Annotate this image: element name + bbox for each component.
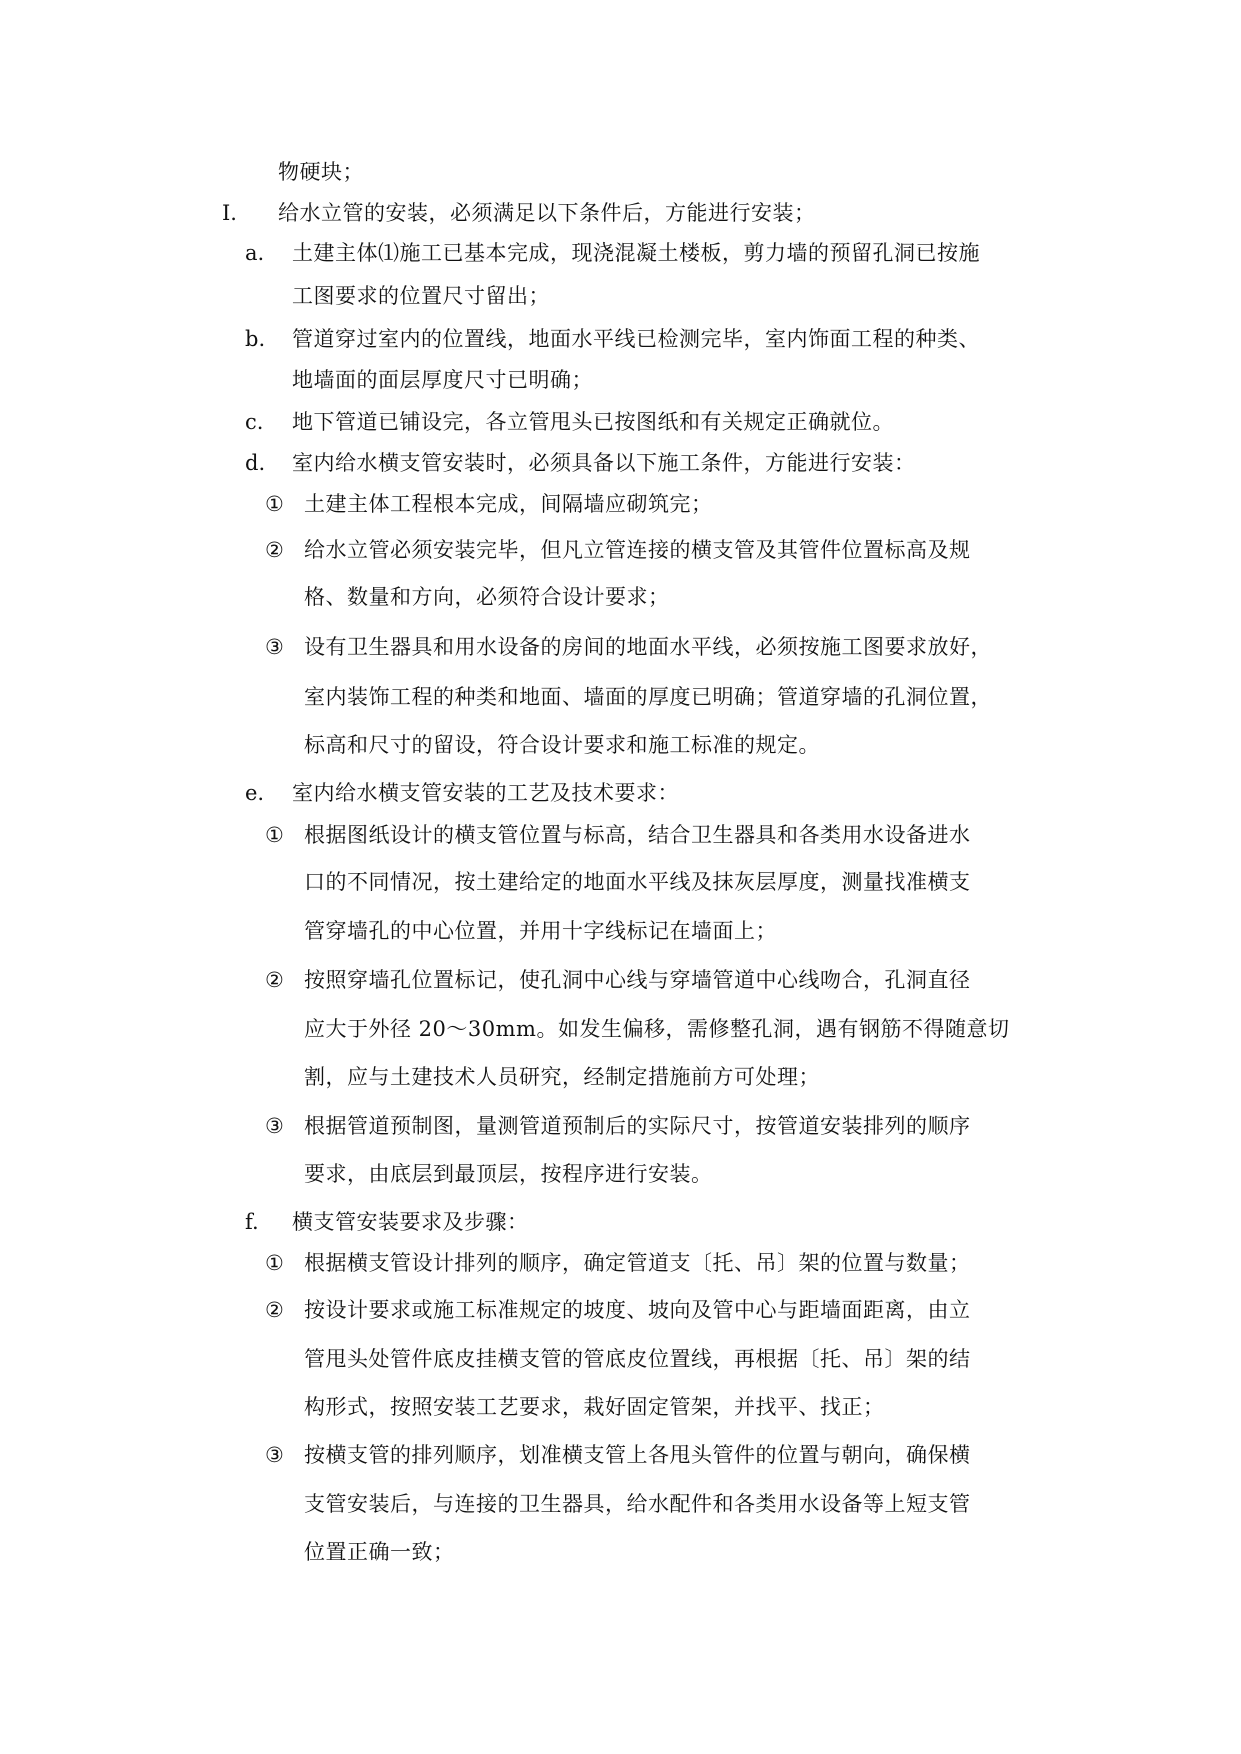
item-e-sub-3-marker: ③: [265, 1114, 284, 1138]
item-d-sub-3-marker: ③: [265, 635, 284, 659]
item-a-line-2: 工图要求的位置尺寸留出；: [292, 284, 550, 308]
item-d-marker: d.: [245, 451, 266, 475]
item-e-marker: e.: [245, 781, 265, 805]
item-b-line-1: 管道穿过室内的位置线，地面水平线已检测完毕，室内饰面工程的种类、: [292, 327, 980, 351]
item-f-line-1: 横支管安装要求及步骤：: [292, 1210, 529, 1234]
item-d-sub-1-marker: ①: [265, 492, 284, 516]
item-f-sub-2-line-1: 按设计要求或施工标准规定的坡度、坡向及管中心与距墙面距离，由立: [304, 1298, 971, 1322]
item-f-sub-1-marker: ①: [265, 1251, 284, 1275]
item-c-line-1: 地下管道已铺设完，各立管甩头已按图纸和有关规定正确就位。: [292, 410, 894, 434]
item-d-sub-2-line-2: 格、数量和方向，必须符合设计要求；: [304, 585, 670, 609]
item-a-marker: a.: [245, 241, 265, 265]
section-I-heading: 给水立管的安装，必须满足以下条件后，方能进行安装；: [278, 201, 816, 225]
item-d-sub-1-line-1: 土建主体工程根本完成，间隔墙应砌筑完；: [304, 492, 713, 516]
item-b-line-2: 地墙面的面层厚度尺寸已明确；: [292, 368, 593, 392]
item-f-marker: f.: [245, 1210, 259, 1234]
continuation-text: 物硬块；: [278, 160, 364, 184]
item-e-sub-2-line-2: 应大于外径 20～30mm。如发生偏移，需修整孔洞，遇有钢筋不得随意切: [304, 1017, 1010, 1041]
item-e-sub-2-line-1: 按照穿墙孔位置标记，使孔洞中心线与穿墙管道中心线吻合，孔洞直径: [304, 968, 971, 992]
item-f-sub-2-line-2: 管甩头处管件底皮挂横支管的管底皮位置线，再根据〔托、吊〕架的结: [304, 1347, 971, 1371]
item-e-sub-2-line-3: 割，应与土建技术人员研究，经制定措施前方可处理；: [304, 1065, 820, 1089]
item-f-sub-2-line-3: 构形式，按照安装工艺要求，栽好固定管架，并找平、找正；: [304, 1395, 885, 1419]
item-d-sub-2-line-1: 给水立管必须安装完毕，但凡立管连接的横支管及其管件位置标高及规: [304, 538, 971, 562]
item-e-sub-1-marker: ①: [265, 823, 284, 847]
item-e-sub-1-line-2: 口的不同情况，按土建给定的地面水平线及抹灰层厚度，测量找准横支: [304, 870, 971, 894]
item-f-sub-2-marker: ②: [265, 1298, 284, 1322]
item-f-sub-3-marker: ③: [265, 1443, 284, 1467]
item-f-sub-3-line-2: 支管安装后，与连接的卫生器具，给水配件和各类用水设备等上短支管: [304, 1492, 971, 1516]
item-f-sub-1-line-1: 根据横支管设计排列的顺序，确定管道支〔托、吊〕架的位置与数量；: [304, 1251, 971, 1275]
item-b-marker: b.: [245, 327, 266, 351]
item-d-sub-2-marker: ②: [265, 538, 284, 562]
item-e-line-1: 室内给水横支管安装的工艺及技术要求：: [292, 781, 679, 805]
item-d-sub-3-line-2: 室内装饰工程的种类和地面、墙面的厚度已明确；管道穿墙的孔洞位置，: [304, 685, 992, 709]
item-d-line-1: 室内给水横支管安装时，必须具备以下施工条件，方能进行安装：: [292, 451, 916, 475]
item-e-sub-1-line-1: 根据图纸设计的横支管位置与标高，结合卫生器具和各类用水设备进水: [304, 823, 971, 847]
item-d-sub-3-line-3: 标高和尺寸的留设，符合设计要求和施工标准的规定。: [304, 733, 820, 757]
item-d-sub-3-line-1: 设有卫生器具和用水设备的房间的地面水平线，必须按施工图要求放好，: [304, 635, 992, 659]
item-e-sub-3-line-2: 要求，由底层到最顶层，按程序进行安装。: [304, 1162, 713, 1186]
item-c-marker: c.: [245, 410, 264, 434]
item-e-sub-3-line-1: 根据管道预制图，量测管道预制后的实际尺寸，按管道安装排列的顺序: [304, 1114, 971, 1138]
item-f-sub-3-line-3: 位置正确一致；: [304, 1540, 455, 1564]
item-e-sub-2-marker: ②: [265, 968, 284, 992]
item-e-sub-1-line-3: 管穿墙孔的中心位置，并用十字线标记在墙面上；: [304, 919, 777, 943]
section-I-marker: I.: [222, 201, 237, 225]
item-f-sub-3-line-1: 按横支管的排列顺序，划准横支管上各甩头管件的位置与朝向，确保横: [304, 1443, 971, 1467]
item-a-line-1: 土建主体⑴施工已基本完成，现浇混凝土楼板，剪力墙的预留孔洞已按施: [292, 241, 980, 265]
